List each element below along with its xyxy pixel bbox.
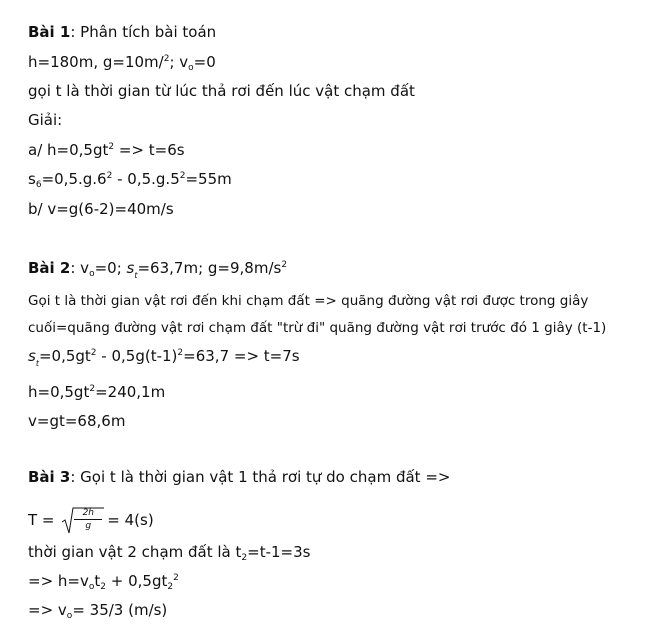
bai2-given-t1: : v [70, 259, 90, 277]
bai2-given-s: s [126, 259, 135, 277]
bai1-solve: Giải: [28, 111, 63, 129]
bai1-heading-rest: : Phân tích bài toán [70, 23, 217, 41]
bai2-eq-s-sub: t [35, 359, 39, 368]
bai1-a-text: a/ h=0,5gt [28, 141, 109, 159]
bai2-given-exp: 2 [281, 260, 288, 270]
bai3-v0-sub: o [66, 611, 73, 621]
bai3-h-exp: 2 [173, 573, 179, 583]
bai1-s6-sub: 6 [35, 180, 42, 190]
bai2-h-exp: 2 [89, 384, 96, 394]
bai2-equation [28, 346, 300, 366]
bai3-h-sub-2b: 2 [167, 582, 174, 592]
bai3-h-sub-o: o [88, 582, 95, 592]
bai3-t2-sub: 2 [241, 553, 248, 563]
bai3-t2 [28, 542, 310, 562]
bai2-h [28, 382, 165, 402]
bai2-given-sub: o [89, 269, 95, 279]
bai1-given-text3: =0 [193, 53, 216, 71]
bai2-heading: Bài 2 [28, 259, 71, 277]
bai3-heading: Bài 3 [28, 468, 71, 486]
bai3-t2-text: thời gian vật 2 chạm đất là t [28, 543, 242, 561]
bai1-define: gọi t là thời gian từ lúc thả rơi đến lúc vật chạm đất [28, 82, 415, 100]
bai3-T-formula [28, 505, 154, 536]
bai1-heading-line [28, 22, 216, 42]
bai2-eq-t2: - 0,5g(t-1) [96, 347, 178, 365]
bai1-a-result: => t=6s [114, 141, 185, 159]
bai3-h-t1: => h=v [28, 572, 89, 590]
bai2-text-2: cuối=quãng đường vật rơi chạm đất "trừ đi" quãng đường vật rơi trước đó 1 giây (t-1) [28, 320, 607, 336]
bai1-part-b: b/ v=g(6-2)=40m/s [28, 200, 174, 218]
bai1-s6-s: s [28, 170, 36, 188]
bai1-a-exp: 2 [108, 142, 115, 152]
bai2-given-s-sub: t [134, 271, 138, 280]
bai2-eq-e1: 2 [90, 348, 97, 358]
bai3-h-t2: + 0,5gt [106, 572, 168, 590]
bai1-given-text: h=180m, g=10m/ [28, 53, 164, 71]
bai2-text-1: Gọi t là thời gian vật rơi đến khi chạm đất => quãng đường vật rơi được trong giây [28, 293, 589, 309]
bai1-s6-e1: 2 [106, 171, 113, 181]
bai3-v0 [28, 600, 167, 620]
bai1-s6-e2: 2 [179, 171, 186, 181]
bai2-h-t1: h=0,5gt [28, 383, 90, 401]
bai2-eq-s: s [28, 347, 36, 365]
bai2-heading-line [28, 258, 287, 278]
bai3-T-rhs: = 4(s) [107, 511, 154, 529]
fraction [74, 507, 102, 532]
bai1-s6-t1: =0,5.g.6 [41, 170, 107, 188]
bai1-s6-result: =55m [185, 170, 232, 188]
bai3-T-lhs: T = [28, 511, 60, 529]
bai1-heading: Bài 1 [28, 23, 71, 41]
bai3-t2-result: =t-1=3s [247, 543, 311, 561]
bai2-eq-result: =63,7 => t=7s [183, 347, 300, 365]
bai3-h [28, 571, 179, 591]
bai1-given-sub: o [188, 63, 194, 73]
bai1-given-text2: ; v [169, 53, 189, 71]
bai1-given [28, 52, 216, 72]
fraction-numerator: 2h [74, 507, 102, 520]
bai3-v0-result: = 35/3 (m/s) [72, 601, 168, 619]
bai1-given-exp: 2 [163, 54, 170, 64]
bai2-h-result: =240,1m [95, 383, 166, 401]
bai2-eq-e2: 2 [177, 348, 184, 358]
bai1-s6-t2: - 0,5.g.5 [112, 170, 180, 188]
bai3-h-t: t [94, 572, 101, 590]
bai3-heading-rest: : Gọi t là thời gian vật 1 thả rơi tự do chạm đất => [70, 468, 451, 486]
fraction-denominator: g [85, 520, 92, 531]
bai1-s6 [28, 169, 232, 189]
bai2-given-t3: =63,7m; g=9,8m/s [137, 259, 282, 277]
sqrt-symbol [61, 506, 105, 536]
bai2-v: v=gt=68,6m [28, 412, 126, 430]
bai3-h-sub-2: 2 [100, 582, 106, 592]
bai1-part-a [28, 140, 185, 160]
bai3-v0-t1: => v [28, 601, 67, 619]
bai2-given-t2: =0; [94, 259, 127, 277]
bai2-eq-t1: =0,5gt [38, 347, 91, 365]
bai3-heading-line [28, 467, 450, 487]
